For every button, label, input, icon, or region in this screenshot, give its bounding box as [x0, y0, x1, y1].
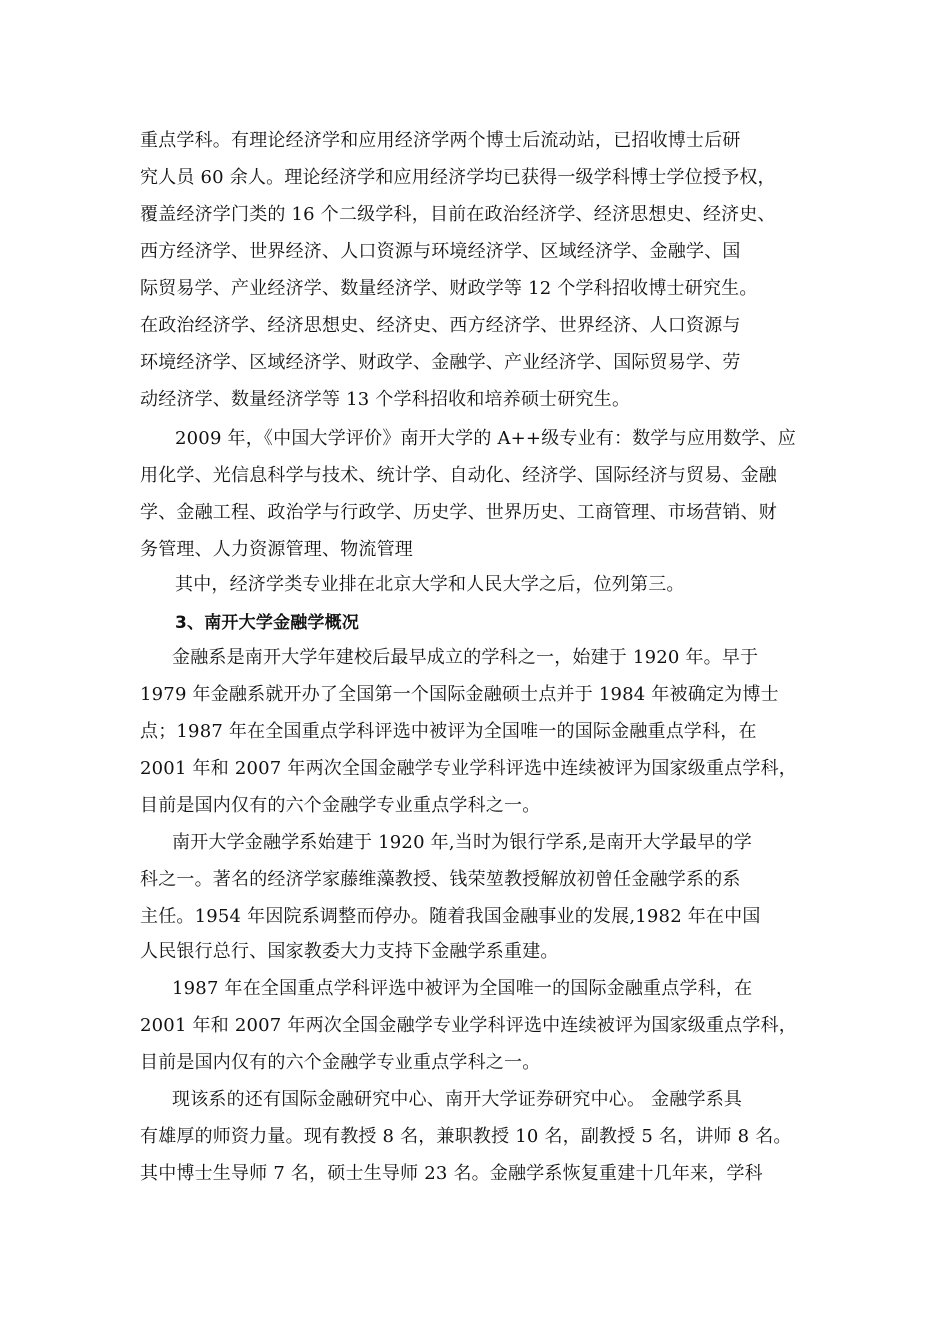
- text-line: 目前是国内仅有的六个金融学专业重点学科之一。: [140, 795, 541, 816]
- text-line: 在政治经济学、经济思想史、经济史、西方经济学、世界经济、人口资源与: [140, 315, 741, 336]
- text-line: 2009 年，《中国大学评价》南开大学的 A++级专业有：数学与应用数学、应: [175, 428, 797, 449]
- text-line: 主任。1954 年因院系调整而停办。随着我国金融事业的发展,1982 年在中国: [140, 906, 761, 927]
- text-line: 动经济学、数量经济学等 13 个学科招收和培养硕士研究生。: [140, 389, 631, 410]
- text-line: 1979 年金融系就开办了全国第一个国际金融硕士点并于 1984 年被确定为博士: [140, 684, 779, 705]
- text-line: 究人员 60 余人。理论经济学和应用经济学均已获得一级学科博士学位授予权，: [140, 167, 776, 188]
- text-line: 学、金融工程、政治学与行政学、历史学、世界历史、工商管理、市场营销、财: [140, 502, 777, 523]
- text-line: 西方经济学、世界经济、人口资源与环境经济学、区域经济学、金融学、国: [140, 241, 741, 262]
- section-heading: 3、南开大学金融学概况: [175, 613, 360, 633]
- text-line: 重点学科。有理论经济学和应用经济学两个博士后流动站，已招收博士后研: [140, 130, 741, 151]
- text-line: 科之一。著名的经济学家藤维藻教授、钱荣堃教授解放初曾任金融学系的系: [140, 869, 741, 890]
- text-line: 务管理、人力资源管理、物流管理: [140, 539, 413, 560]
- text-line: 金融系是南开大学年建校后最早成立的学科之一，始建于 1920 年。早于: [172, 647, 759, 668]
- text-line: 有雄厚的师资力量。现有教授 8 名，兼职教授 10 名，副教授 5 名，讲师 8 名。: [140, 1126, 792, 1147]
- text-line: 目前是国内仅有的六个金融学专业重点学科之一。: [140, 1052, 541, 1073]
- text-line: 其中，经济学类专业排在北京大学和人民大学之后，位列第三。: [175, 574, 685, 595]
- text-line: 现该系的还有国际金融研究中心、南开大学证券研究中心。 金融学系具: [172, 1089, 743, 1110]
- text-line: 南开大学金融学系始建于 1920 年,当时为银行学系,是南开大学最早的学: [172, 832, 752, 853]
- text-line: 2001 年和 2007 年两次全国金融学专业学科评选中连续被评为国家级重点学科，: [140, 1015, 797, 1036]
- text-line: 人民银行总行、国家教委大力支持下金融学系重建。: [140, 941, 559, 962]
- text-line: 其中博士生导师 7 名，硕士生导师 23 名。金融学系恢复重建十几年来，学科: [140, 1163, 763, 1184]
- text-line: 际贸易学、产业经济学、数量经济学、财政学等 12 个学科招收博士研究生。: [140, 278, 758, 299]
- text-line: 环境经济学、区域经济学、财政学、金融学、产业经济学、国际贸易学、劳: [140, 352, 741, 373]
- text-line: 用化学、光信息科学与技术、统计学、自动化、经济学、国际经济与贸易、金融: [140, 465, 777, 486]
- text-line: 覆盖经济学门类的 16 个二级学科，目前在政治经济学、经济思想史、经济史、: [140, 204, 776, 225]
- text-line: 1987 年在全国重点学科评选中被评为全国唯一的国际金融重点学科，在: [172, 978, 753, 999]
- text-line: 2001 年和 2007 年两次全国金融学专业学科评选中连续被评为国家级重点学科，: [140, 758, 797, 779]
- text-line: 点；1987 年在全国重点学科评选中被评为全国唯一的国际金融重点学科，在: [140, 721, 757, 742]
